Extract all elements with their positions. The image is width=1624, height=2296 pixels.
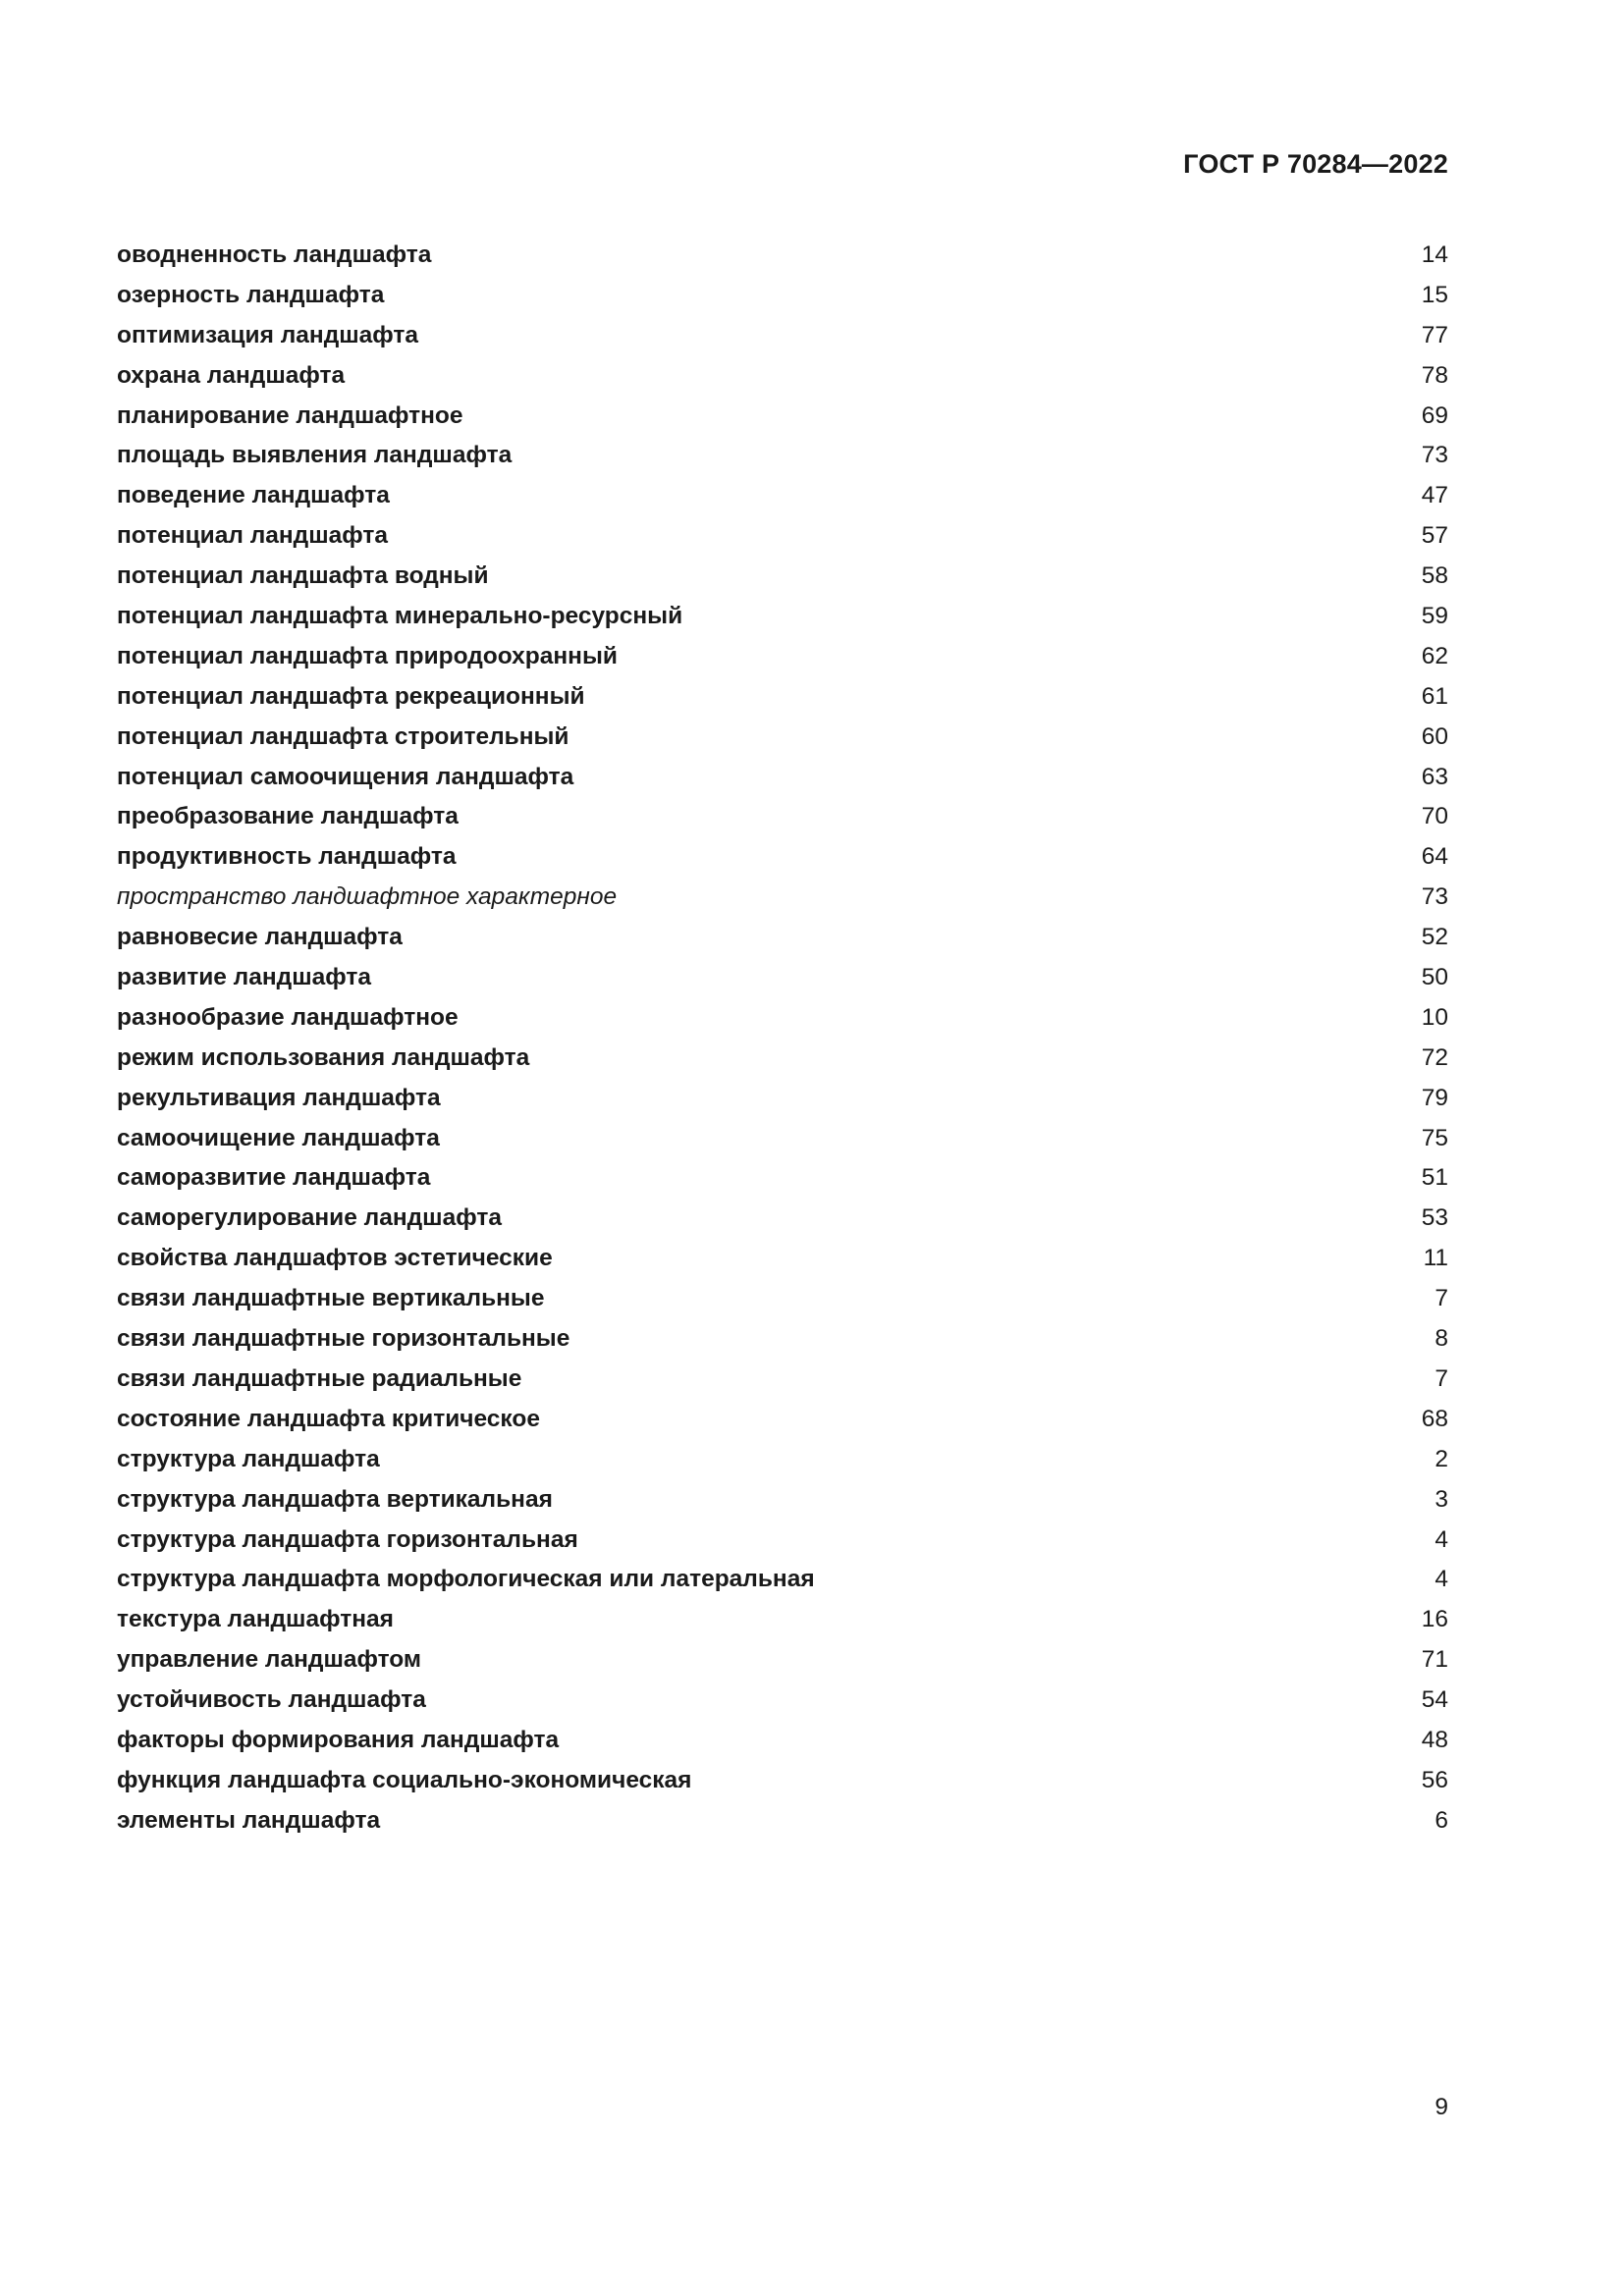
index-entry xyxy=(117,1360,1448,1400)
index-entry xyxy=(117,476,1448,516)
index-term: структура ландшафта горизонтальная xyxy=(117,1525,578,1553)
index-entry xyxy=(117,1761,1448,1801)
index-term: поведение ландшафта xyxy=(117,482,390,509)
index-term: элементы ландшафта xyxy=(117,1806,381,1834)
index-entry xyxy=(117,958,1448,998)
index-reference-number: 52 xyxy=(1421,924,1448,951)
index-reference-number: 62 xyxy=(1421,642,1448,669)
index-entry xyxy=(117,1039,1448,1079)
index-reference-number: 57 xyxy=(1421,522,1448,550)
index-entry xyxy=(117,1239,1448,1279)
index-entry xyxy=(117,516,1448,557)
index-entry xyxy=(117,436,1448,476)
index-term: функция ландшафта социально-экономическая xyxy=(117,1766,692,1793)
index-term: охрана ландшафта xyxy=(117,361,346,389)
index-term: разнообразие ландшафтное xyxy=(117,1003,459,1031)
index-reference-number: 78 xyxy=(1421,361,1448,389)
index-reference-number: 70 xyxy=(1421,803,1448,830)
index-term: структура ландшафта морфологическая или латеральная xyxy=(117,1566,815,1593)
index-entry xyxy=(117,1319,1448,1360)
index-term: потенциал ландшафта рекреационный xyxy=(117,682,585,710)
index-term: режим использования ландшафта xyxy=(117,1043,530,1071)
index-reference-number: 60 xyxy=(1421,722,1448,750)
index-reference-number: 73 xyxy=(1421,883,1448,911)
index-entry xyxy=(117,236,1448,276)
index-entry xyxy=(117,557,1448,597)
index-entry xyxy=(117,797,1448,837)
index-entry xyxy=(117,1640,1448,1681)
index-term: устойчивость ландшафта xyxy=(117,1686,426,1714)
index-reference-number: 61 xyxy=(1421,682,1448,710)
index-term: продуктивность ландшафта xyxy=(117,843,457,871)
index-entry xyxy=(117,1560,1448,1600)
index-reference-number: 58 xyxy=(1421,562,1448,590)
index-term: планирование ландшафтное xyxy=(117,401,463,429)
standard-designation: ГОСТ Р 70284—2022 xyxy=(1183,149,1448,179)
index-reference-number: 72 xyxy=(1421,1043,1448,1071)
index-entry xyxy=(117,597,1448,637)
index-term: управление ландшафтом xyxy=(117,1646,422,1674)
index-reference-number: 7 xyxy=(1435,1285,1448,1312)
index-entry xyxy=(117,1400,1448,1440)
term-index-list xyxy=(117,236,1448,1842)
index-entry xyxy=(117,1600,1448,1640)
index-term: связи ландшафтные радиальные xyxy=(117,1364,522,1392)
index-reference-number: 2 xyxy=(1435,1445,1448,1472)
index-entry xyxy=(117,1521,1448,1561)
index-entry xyxy=(117,397,1448,437)
index-entry xyxy=(117,1119,1448,1159)
index-term: состояние ландшафта критическое xyxy=(117,1405,540,1432)
index-reference-number: 77 xyxy=(1421,321,1448,348)
index-entry xyxy=(117,356,1448,397)
index-entry xyxy=(117,1158,1448,1199)
index-term: оводненность ландшафта xyxy=(117,241,432,268)
index-reference-number: 16 xyxy=(1421,1606,1448,1633)
index-reference-number: 14 xyxy=(1421,241,1448,268)
index-reference-number: 54 xyxy=(1421,1686,1448,1714)
index-entry xyxy=(117,316,1448,356)
index-reference-number: 71 xyxy=(1421,1646,1448,1674)
index-term: потенциал ландшафта строительный xyxy=(117,722,569,750)
index-entry xyxy=(117,1801,1448,1842)
index-term: пространство ландшафтное характерное xyxy=(117,883,618,911)
index-term: структура ландшафта вертикальная xyxy=(117,1485,553,1513)
index-term: потенциал ландшафта xyxy=(117,522,389,550)
index-entry xyxy=(117,677,1448,718)
index-reference-number: 48 xyxy=(1421,1726,1448,1753)
index-reference-number: 8 xyxy=(1435,1325,1448,1353)
index-term: преобразование ландшафта xyxy=(117,803,459,830)
index-reference-number: 51 xyxy=(1421,1164,1448,1192)
index-entry xyxy=(117,1079,1448,1119)
index-reference-number: 3 xyxy=(1435,1485,1448,1513)
index-entry xyxy=(117,918,1448,958)
index-reference-number: 6 xyxy=(1435,1806,1448,1834)
index-term: факторы формирования ландшафта xyxy=(117,1726,560,1753)
index-entry xyxy=(117,1681,1448,1721)
index-reference-number: 53 xyxy=(1421,1204,1448,1232)
index-entry xyxy=(117,1199,1448,1239)
index-reference-number: 73 xyxy=(1421,442,1448,469)
index-entry xyxy=(117,637,1448,677)
index-reference-number: 75 xyxy=(1421,1124,1448,1151)
index-reference-number: 4 xyxy=(1435,1566,1448,1593)
index-entry xyxy=(117,878,1448,918)
index-reference-number: 64 xyxy=(1421,843,1448,871)
index-term: связи ландшафтные горизонтальные xyxy=(117,1325,570,1353)
index-term: связи ландшафтные вертикальные xyxy=(117,1285,545,1312)
index-term: потенциал ландшафта природоохранный xyxy=(117,642,618,669)
index-reference-number: 69 xyxy=(1421,401,1448,429)
index-term: площадь выявления ландшафта xyxy=(117,442,513,469)
index-term: рекультивация ландшафта xyxy=(117,1084,441,1111)
index-reference-number: 50 xyxy=(1421,964,1448,991)
index-term: равновесие ландшафта xyxy=(117,924,403,951)
index-reference-number: 15 xyxy=(1421,281,1448,308)
index-reference-number: 56 xyxy=(1421,1766,1448,1793)
index-term: структура ландшафта xyxy=(117,1445,380,1472)
index-reference-number: 4 xyxy=(1435,1525,1448,1553)
index-entry xyxy=(117,998,1448,1039)
index-entry xyxy=(117,1480,1448,1521)
index-term: развитие ландшафта xyxy=(117,964,372,991)
index-term: текстура ландшафтная xyxy=(117,1606,394,1633)
index-term: саморегулирование ландшафта xyxy=(117,1204,502,1232)
index-reference-number: 47 xyxy=(1421,482,1448,509)
index-term: саморазвитие ландшафта xyxy=(117,1164,431,1192)
index-entry xyxy=(117,1440,1448,1480)
index-term: оптимизация ландшафта xyxy=(117,321,419,348)
index-entry xyxy=(117,718,1448,758)
index-reference-number: 11 xyxy=(1423,1245,1448,1272)
index-term: потенциал ландшафта водный xyxy=(117,562,489,590)
index-term: потенциал ландшафта минерально-ресурсный xyxy=(117,603,683,630)
page-number: 9 xyxy=(1435,2094,1448,2120)
index-entry xyxy=(117,758,1448,798)
index-term: потенциал самоочищения ландшафта xyxy=(117,763,574,790)
index-entry xyxy=(117,1279,1448,1319)
index-reference-number: 63 xyxy=(1421,763,1448,790)
index-term: самоочищение ландшафта xyxy=(117,1124,440,1151)
index-entry xyxy=(117,276,1448,316)
index-reference-number: 68 xyxy=(1421,1405,1448,1432)
index-reference-number: 79 xyxy=(1421,1084,1448,1111)
index-entry xyxy=(117,837,1448,878)
index-reference-number: 59 xyxy=(1421,603,1448,630)
index-reference-number: 10 xyxy=(1421,1003,1448,1031)
index-term: озерность ландшафта xyxy=(117,281,385,308)
index-term: свойства ландшафтов эстетические xyxy=(117,1245,553,1272)
index-reference-number: 7 xyxy=(1435,1364,1448,1392)
index-entry xyxy=(117,1721,1448,1761)
